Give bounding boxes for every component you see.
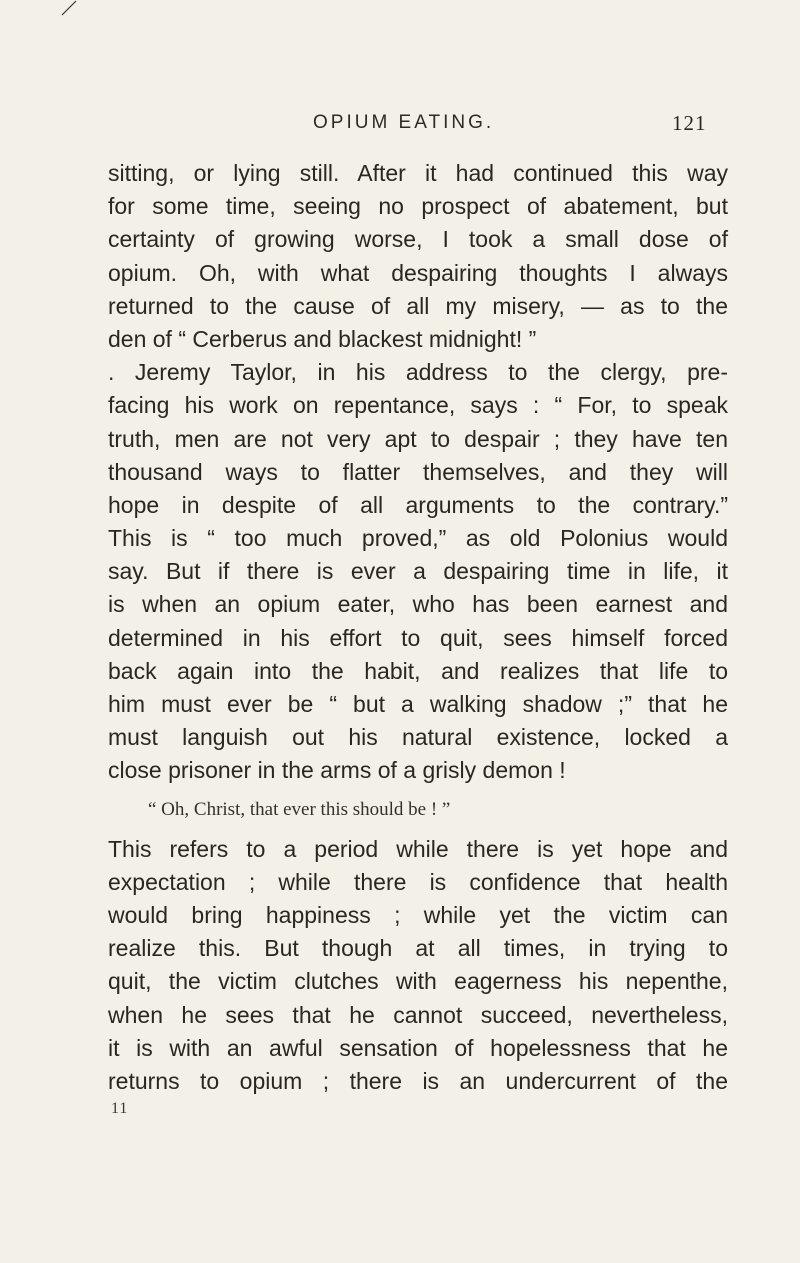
text-line: den of “ Cerberus and blackest midnight! ”: [108, 325, 537, 352]
text-line: This refers to a period while there is yet hope and: [108, 835, 728, 862]
text-line: determined in his effort to quit, sees himself forced: [108, 624, 728, 651]
text-line: when he sees that he cannot succeed, nevertheless,: [108, 1001, 728, 1028]
text-line: hope in despite of all arguments to the contrary.”: [108, 491, 728, 518]
text-line: returned to the cause of all my misery, — as to the: [108, 292, 728, 319]
text-line: expectation ; while there is confidence that health: [108, 868, 728, 895]
pencil-mark-icon: [60, 0, 78, 16]
text-line: close prisoner in the arms of a grisly demon !: [108, 757, 566, 784]
page-header: [0, 112, 800, 142]
text-line: back again into the habit, and realizes that life to: [108, 657, 728, 684]
text-line: him must ever be “ but a walking shadow ;” that he: [108, 691, 728, 717]
text-line: say. But if there is ever a despairing time in life, it: [108, 558, 728, 585]
signature-mark: 11: [111, 1100, 129, 1118]
text-line: opium. Oh, with what despairing thoughts I always: [108, 259, 728, 286]
text-line: it is with an awful sensation of hopelessness that he: [108, 1034, 728, 1061]
text-line: is when an opium eater, who has been earnest and: [108, 591, 728, 618]
text-line: for some time, seeing no prospect of abatement, but: [108, 193, 728, 220]
text-line: must languish out his natural existence, locked a: [108, 724, 728, 751]
body-text: [108, 157, 728, 1122]
text-line: This is “ too much proved,” as old Polonius would: [108, 525, 728, 552]
text-line: sitting, or lying still. After it had continued this way: [108, 160, 728, 186]
text-line: certainty of growing worse, I took a small dose of: [108, 226, 728, 253]
text-line: facing his work on repentance, says : “ For, to speak: [108, 392, 728, 419]
text-line: thousand ways to flatter themselves, and they will: [108, 458, 728, 485]
text-line: truth, men are not very apt to despair ; they have ten: [108, 425, 728, 452]
text-line: . Jeremy Taylor, in his address to the clergy, pre-: [108, 359, 728, 386]
text-line: would bring happiness ; while yet the victim can: [108, 901, 728, 928]
running-title: OPIUM EATING.: [313, 112, 495, 133]
text-line: quit, the victim clutches with eagerness his nepenthe,: [108, 968, 728, 995]
text-line: returns to opium ; there is an undercurrent of the: [108, 1067, 728, 1094]
block-quote: “ Oh, Christ, that ever this should be ! ”: [148, 798, 451, 820]
page-number: 121: [672, 111, 707, 135]
text-line: realize this. But though at all times, in trying to: [108, 935, 728, 962]
